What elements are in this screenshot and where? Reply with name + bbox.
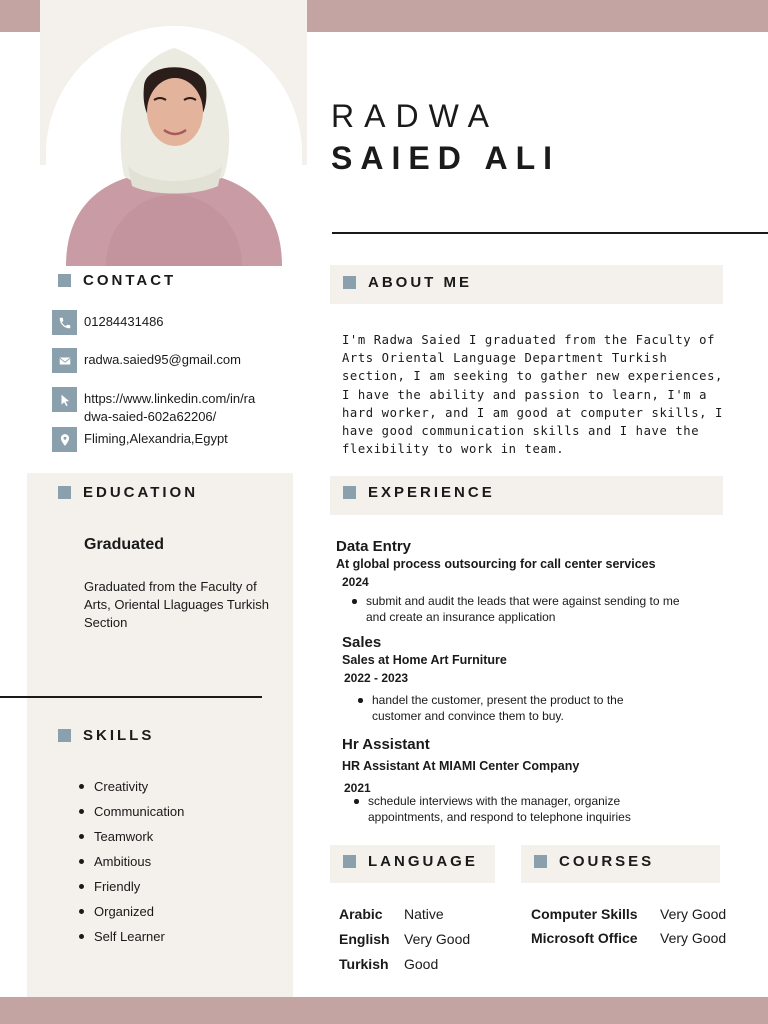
job-years: 2021 (344, 781, 371, 795)
courses-heading-label: COURSES (559, 853, 655, 870)
cursor-arrow-icon (52, 387, 77, 412)
skills-heading (58, 727, 154, 744)
last-name: SAIED ALI (331, 140, 561, 176)
email-icon (52, 348, 77, 373)
phone-icon (52, 310, 77, 335)
language-name: Arabic (339, 906, 383, 922)
contact-location (52, 427, 228, 452)
heading-square-icon (343, 276, 356, 289)
language-level: Very Good (404, 931, 471, 947)
skill-item: Organized (94, 902, 184, 927)
job-company: At global process outsourcing for call center services (336, 557, 656, 571)
contact-linkedin (52, 387, 255, 426)
header-divider (332, 232, 768, 234)
job-company: Sales at Home Art Furniture (342, 653, 507, 667)
location-text: Fliming,Alexandria,Egypt (84, 431, 228, 446)
skills-heading-label: SKILLS (83, 727, 155, 744)
education-divider (0, 696, 262, 698)
language-heading-label: LANGUAGE (368, 853, 478, 870)
education-description: Graduated from the Faculty of Arts, Oriental Llaguages Turkish Section (84, 579, 269, 630)
job-company: HR Assistant At MIAMI Center Company (342, 759, 580, 773)
job-duty: schedule interviews with the manager, organize appointments, and respond to telephone inquiries (368, 793, 688, 825)
experience-heading (343, 484, 495, 501)
education-heading-label: EDUCATION (83, 484, 199, 501)
language-heading (343, 853, 478, 870)
contact-heading (58, 272, 176, 289)
contact-phone (52, 310, 164, 335)
first-name: RADWA (331, 98, 499, 134)
skill-item: Teamwork (94, 827, 184, 852)
job-title: Hr Assistant (342, 736, 430, 753)
language-level: Good (404, 956, 439, 972)
job-years: 2022 - 2023 (344, 671, 409, 685)
job-title: Sales (342, 634, 382, 651)
heading-square-icon (343, 486, 356, 499)
profile-photo (46, 26, 302, 266)
about-heading-label: ABOUT ME (368, 274, 472, 291)
education-title: Graduated (84, 536, 165, 553)
skill-item: Communication (94, 802, 184, 827)
heading-square-icon (58, 729, 71, 742)
skills-list (94, 777, 184, 952)
language-level: Native (404, 906, 444, 922)
skill-item: Ambitious (94, 852, 184, 877)
phone-number[interactable]: 01284431486 (84, 314, 164, 329)
about-heading (343, 274, 472, 291)
experience-heading-label: EXPERIENCE (368, 484, 495, 501)
heading-square-icon (58, 274, 71, 287)
heading-square-icon (58, 486, 71, 499)
course-name: Computer Skills (531, 906, 638, 922)
linkedin-url-line-1: https://www.linkedin.com/in/ra (84, 391, 256, 406)
email-address[interactable]: radwa.saied95@gmail.com (84, 352, 241, 367)
skill-item: Creativity (94, 777, 184, 802)
language-name: Turkish (339, 956, 389, 972)
location-pin-icon (52, 427, 77, 452)
language-name: English (339, 931, 390, 947)
contact-heading-label: CONTACT (83, 272, 177, 289)
course-name: Microsoft Office (531, 930, 638, 946)
education-heading (58, 484, 198, 501)
job-title: Data Entry (336, 538, 412, 555)
bottom-color-band (0, 997, 768, 1024)
heading-square-icon (343, 855, 356, 868)
job-duty: submit and audit the leads that were against sending to me and create an insurance application (366, 593, 696, 625)
about-paragraph: I'm Radwa Saied I graduated from the Faculty of Arts Oriental Language Department Turkish section, I am seeking to gather new experiences, I have the ability and passion to learn, I'm a hard worker, and I am good at computer skills, I have good communication skills and I have the flexibility to work in team. (342, 333, 723, 457)
skill-item: Self Learner (94, 927, 184, 952)
linkedin-url[interactable] (84, 387, 255, 426)
skill-item: Friendly (94, 877, 184, 902)
course-level: Very Good (660, 930, 727, 946)
job-duty: handel the customer, present the product to the customer and convince them to buy. (372, 692, 672, 724)
job-years: 2024 (342, 575, 369, 589)
linkedin-url-line-2: dwa-saied-602a62206/ (84, 409, 217, 424)
contact-email (52, 348, 241, 373)
course-level: Very Good (660, 906, 727, 922)
courses-heading (534, 853, 654, 870)
heading-square-icon (534, 855, 547, 868)
